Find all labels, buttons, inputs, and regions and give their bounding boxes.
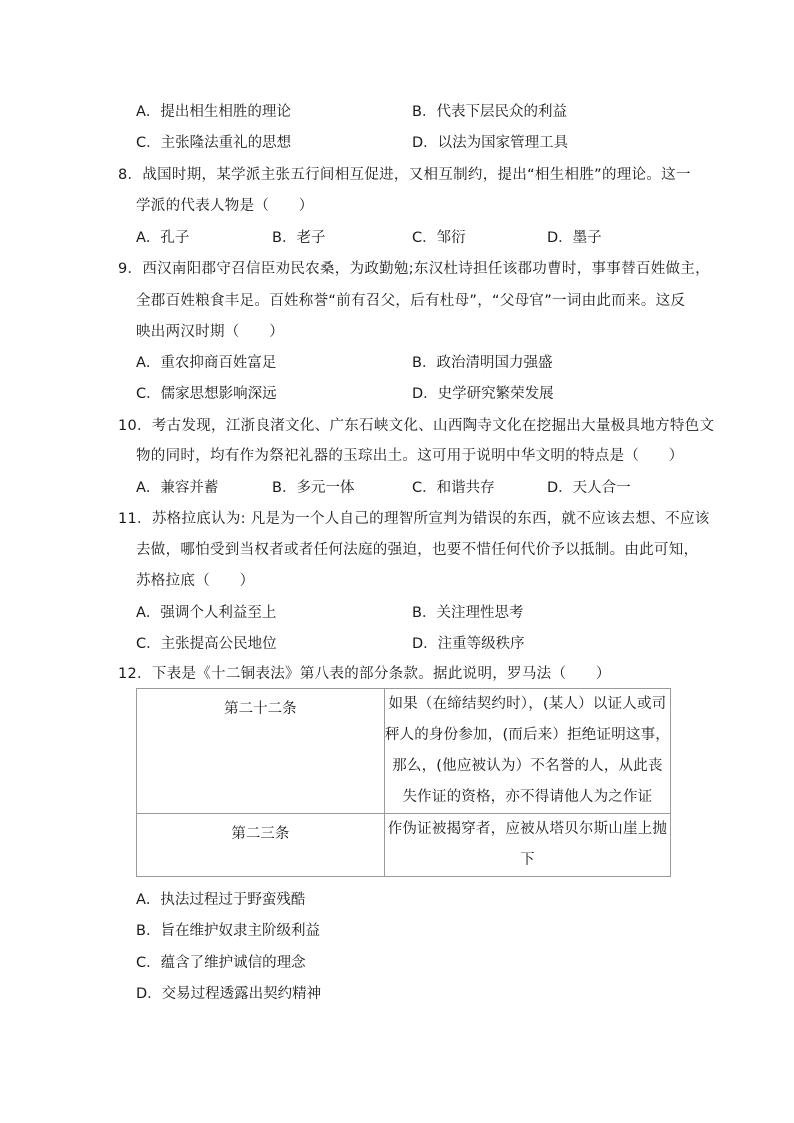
article-number: 第二三条 bbox=[231, 826, 290, 842]
q9-text-line-3: 映出两汉时期（ ） bbox=[136, 324, 284, 340]
q9-text-line-2: 全郡百姓粮食丰足。百姓称誉“前有召父，后有杜母”，“父母官”一词由此而来。这反 bbox=[136, 293, 686, 309]
content-line: 作伪证被揭穿者，应被从塔贝尔斯山崖上抛 bbox=[387, 821, 668, 837]
q11-option-a[interactable]: A．强调个人利益至上 bbox=[136, 605, 277, 621]
q12-option-c[interactable]: C．蕴含了维护诚信的理念 bbox=[136, 955, 306, 971]
article-number: 第二十二条 bbox=[224, 701, 297, 717]
content-line: 下 bbox=[520, 852, 535, 868]
q10-text-line-2: 物的同时，均有作为祭祀礼器的玉琮出土。这可用于说明中华文明的特点是（ ） bbox=[136, 448, 684, 464]
q11-option-c[interactable]: C．主张提高公民地位 bbox=[136, 636, 277, 652]
q9-option-a[interactable]: A．重农抑商百姓富足 bbox=[136, 355, 277, 371]
q7-option-c[interactable]: C．主张隆法重礼的思想 bbox=[136, 135, 292, 151]
q11-text-line-1: 11．苏格拉底认为: 凡是为一个人自己的理智所宣判为错误的东西，就不应该去想、不应该 bbox=[118, 511, 710, 527]
q12-option-d[interactable]: D．交易过程透露出契约精神 bbox=[136, 986, 322, 1002]
q10-text-line-1: 10．考古发现，江浙良渚文化、广东石峡文化、山西陶寺文化在挖掘出大量极具地方特色文 bbox=[118, 418, 715, 434]
q12-option-a[interactable]: A．执法过程过于野蛮残酷 bbox=[136, 892, 306, 908]
content-line: 那么，(他应被认为）不名誉的人，从此丧 bbox=[392, 758, 663, 774]
q12-text-line-1: 12．下表是《十二铜表法》第八表的部分条款。据此说明，罗马法（ ） bbox=[118, 666, 611, 682]
q9-option-c[interactable]: C．儒家思想影响深远 bbox=[136, 386, 277, 402]
table-row bbox=[137, 689, 671, 814]
q10-option-c[interactable]: C．和谐共存 bbox=[412, 480, 495, 496]
q11-option-d[interactable]: D．注重等级秩序 bbox=[412, 636, 525, 652]
article-cell bbox=[137, 814, 385, 877]
q10-option-d[interactable]: D．天人合一 bbox=[547, 480, 631, 496]
q9-option-b[interactable]: B．政治清明国力强盛 bbox=[412, 355, 553, 371]
twelve-tables-clause-table bbox=[136, 688, 671, 877]
q12-option-b[interactable]: B．旨在维护奴隶主阶级利益 bbox=[136, 923, 320, 939]
content-line: 秤人的身份参加，(而后来）拒绝证明这事， bbox=[384, 727, 670, 743]
q8-option-a[interactable]: A．孔子 bbox=[136, 230, 190, 246]
content-line: 如果（在缔结契约时），(某人）以证人或司 bbox=[388, 696, 667, 712]
q10-option-b[interactable]: B．多元一体 bbox=[272, 480, 355, 496]
q7-option-a[interactable]: A．提出相生相胜的理论 bbox=[136, 104, 291, 120]
q8-text-line-1: 8．战国时期，某学派主张五行间相互促进，又相互制约，提出“相生相胜”的理论。这一 bbox=[118, 167, 691, 183]
q8-option-d[interactable]: D．墨子 bbox=[547, 230, 602, 246]
q10-option-a[interactable]: A．兼容并蓄 bbox=[136, 480, 219, 496]
q11-text-line-3: 苏格拉底（ ） bbox=[136, 573, 255, 589]
q7-option-d[interactable]: D．以法为国家管理工具 bbox=[412, 135, 569, 151]
q11-text-line-2: 去做，哪怕受到当权者或者任何法庭的强迫，也要不惜任何代价予以抵制。由此可知， bbox=[136, 542, 699, 558]
q9-text-line-1: 9．西汉南阳郡守召信臣劝民农桑，为政勤勉;东汉杜诗担任该郡功曹时，事事替百姓做主， bbox=[118, 261, 710, 277]
q8-text-line-2: 学派的代表人物是（ ） bbox=[136, 198, 314, 214]
q8-option-c[interactable]: C．邹衍 bbox=[412, 230, 466, 246]
q11-option-b[interactable]: B．关注理性思考 bbox=[412, 605, 524, 621]
q8-option-b[interactable]: B．老子 bbox=[272, 230, 326, 246]
q9-option-d[interactable]: D．史学研究繁荣发展 bbox=[412, 386, 554, 402]
content-line: 失作证的资格，亦不得请他人为之作证 bbox=[402, 789, 653, 805]
content-cell bbox=[384, 814, 670, 877]
table-row bbox=[137, 814, 671, 877]
content-cell bbox=[384, 689, 670, 814]
q7-option-b[interactable]: B．代表下层民众的利益 bbox=[412, 104, 567, 120]
article-cell bbox=[137, 689, 385, 814]
